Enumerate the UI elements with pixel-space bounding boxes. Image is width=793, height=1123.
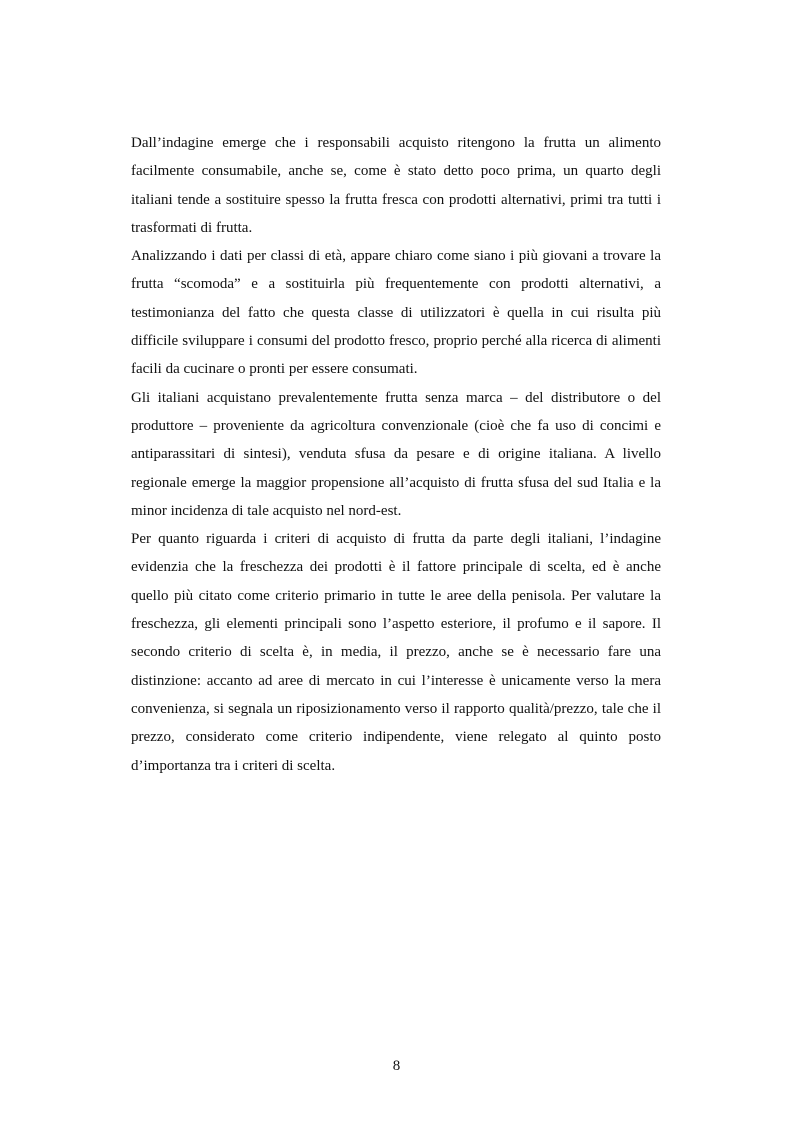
body-text: [131, 129, 661, 780]
paragraph-3: Gli italiani acquistano prevalentemente frutta senza marca – del distributore o del produttore – proveniente da agricoltura convenzionale (cioè che fa uso di concimi e antiparassitari di sintesi), venduta sfusa da pesare e di origine italiana. A livello regionale emerge la maggior propensione all’acquisto di frutta sfusa del sud Italia e la minor incidenza di tale acquisto nel nord-est.: [131, 389, 661, 519]
paragraph-2: Analizzando i dati per classi di età, appare chiaro come siano i più giovani a trovare la frutta “scomoda” e a sostituirla più frequentemente con prodotti alternativi, a testimonianza del fatto che questa classe di utilizzatori è quella in cui risulta più difficile sviluppare i consumi del prodotto fresco, proprio perché alla ricerca di alimenti facili da cucinare o pronti per essere consumati.: [131, 248, 661, 378]
paragraph-4: Per quanto riguarda i criteri di acquisto di frutta da parte degli italiani, l’indagine evidenzia che la freschezza dei prodotti è il fattore principale di scelta, ed è anche quello più citato come criterio primario in tutte le aree della penisola. Per valutare la freschezza, gli elementi principali sono l’aspetto esteriore, il profumo e il sapore. Il secondo criterio di scelta è, in media, il prezzo, anche se è necessario fare una distinzione: accanto ad aree di mercato in cui l’interesse è unicamente verso la mera convenienza, si segnala un riposizionamento verso il rapporto qualità/prezzo, tale che il prezzo, considerato come criterio indipendente, viene relegato al quinto posto d’importanza tra i criteri di scelta.: [131, 531, 661, 774]
page-number: 8: [392, 1058, 401, 1074]
paragraph-1: Dall’indagine emerge che i responsabili acquisto ritengono la frutta un alimento facilmente consumabile, anche se, come è stato detto poco prima, un quarto degli italiani tende a sostituire spesso la frutta fresca con prodotti alternativi, primi tra tutti i trasformati di frutta.: [131, 135, 661, 236]
